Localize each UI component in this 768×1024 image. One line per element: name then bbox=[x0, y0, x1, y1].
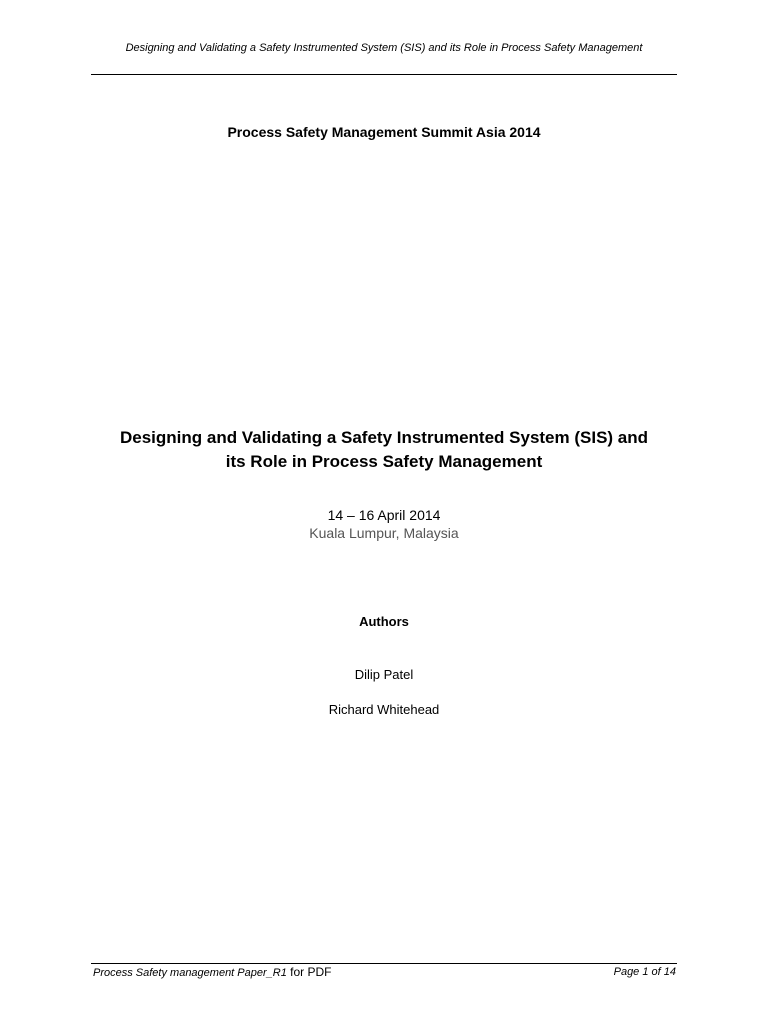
footer-document-title: Process Safety management Paper_R1 bbox=[93, 967, 287, 979]
authors-heading: Authors bbox=[359, 614, 409, 629]
header-divider bbox=[91, 74, 677, 75]
footer-document-name bbox=[93, 965, 332, 979]
page-number: Page 1 of 14 bbox=[613, 966, 676, 978]
event-date: 14 – 16 April 2014 bbox=[327, 507, 441, 523]
event-location: Kuala Lumpur, Malaysia bbox=[309, 525, 459, 541]
author-name: Dilip Patel bbox=[354, 667, 414, 682]
conference-name: Process Safety Management Summit Asia 2014 bbox=[227, 124, 541, 140]
footer-document-suffix: for PDF bbox=[286, 965, 332, 979]
paper-title-line-2: its Role in Process Safety Management bbox=[225, 452, 543, 471]
running-header: Designing and Validating a Safety Instrumented System (SIS) and its Role in Process Safety Management bbox=[125, 42, 643, 54]
author-name: Richard Whitehead bbox=[328, 702, 440, 717]
paper-title-line-1: Designing and Validating a Safety Instrumented System (SIS) and bbox=[119, 428, 649, 447]
footer-divider bbox=[91, 963, 677, 964]
paper-title bbox=[60, 426, 708, 474]
